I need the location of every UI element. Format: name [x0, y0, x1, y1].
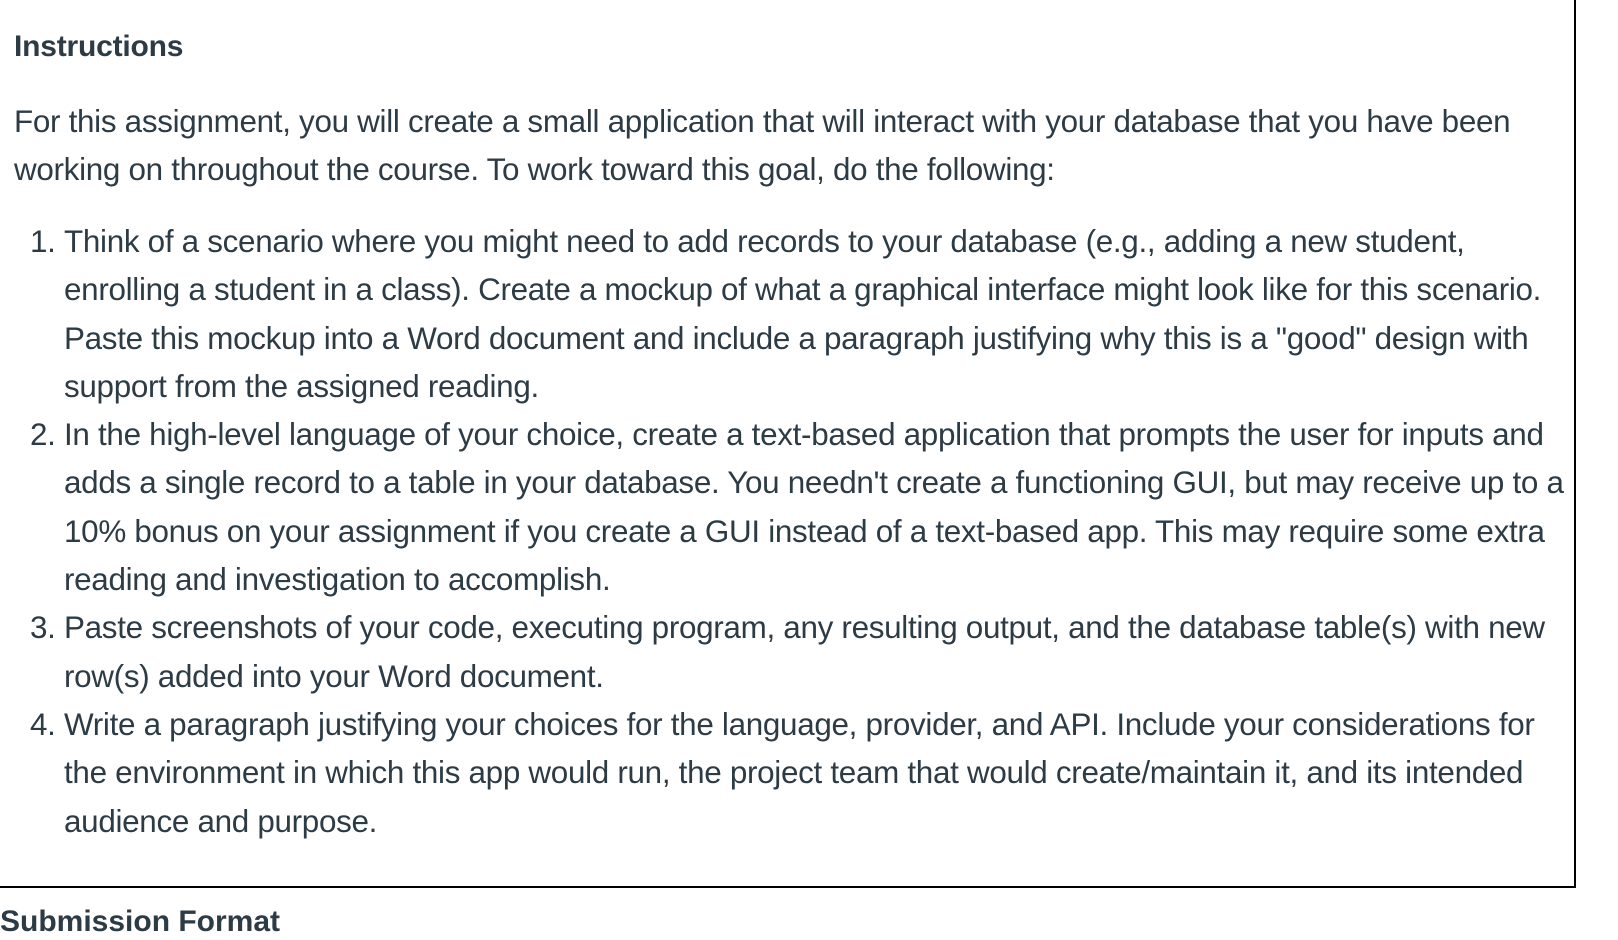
step-number: 4. [30, 706, 56, 742]
instructions-step-list [0, 218, 1568, 846]
submission-format-heading: Submission Format [0, 905, 281, 938]
list-item [0, 411, 1568, 604]
step-number: 2. [30, 417, 56, 453]
list-item [0, 218, 1568, 411]
step-number: 1. [30, 224, 56, 259]
step-number: 3. [30, 610, 56, 646]
step-text: In the high-level language of your choice, create a text-based application that prompts the user for inputs and adds a single record to a table in your database. You needn't create a functioning GUI, but may receive up to a 10% bonus on your assignment if you create a GUI instead of a text-based app. This may require some extra reading and investigation to accomplish. [64, 417, 1564, 598]
instructions-heading: Instructions [14, 30, 184, 63]
list-item [0, 701, 1568, 846]
step-text: Write a paragraph justifying your choices for the language, provider, and API. Include your considerations for the environment in which this app would run, the project team that would create/maintain it, and its intended audience and purpose. [64, 706, 1535, 839]
step-text: Think of a scenario where you might need to add records to your database (e.g., adding a new student, enrolling a student in a class). Create a mockup of what a graphical interface might look like for this scenario. Paste this mockup into a Word document and include a paragraph justifying why this is a "good" design with support from the assigned reading. [64, 224, 1542, 404]
instructions-intro: For this assignment, you will create a small application that will interact with your database that you have been working on throughout the course. To work toward this goal, do the following: [14, 104, 1511, 187]
list-item [0, 604, 1568, 701]
step-text: Paste screenshots of your code, executing program, any resulting output, and the database table(s) with new row(s) added into your Word document. [64, 610, 1545, 694]
